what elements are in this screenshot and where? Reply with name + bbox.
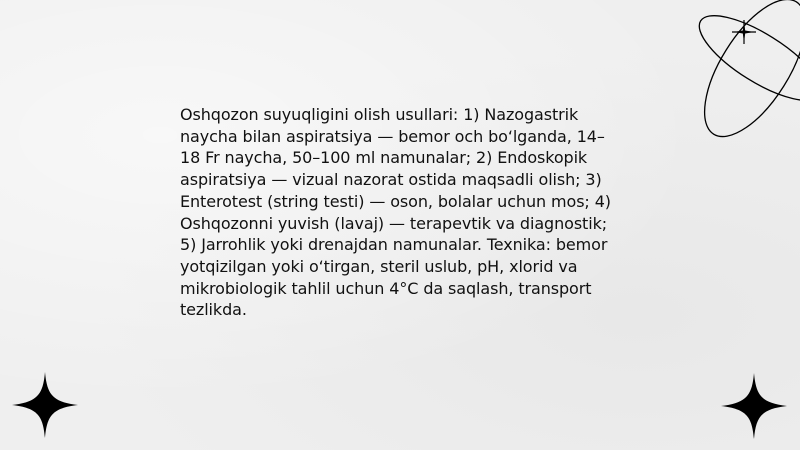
orbit-sparkle-ornament-icon bbox=[660, 0, 800, 150]
slide-body-text: Oshqozon suyuqligini olish usullari: 1) Nazogastrik naycha bilan aspiratsiya — bemor och bo‘lganda, 14–18 Fr naycha, 50–100 ml namunalar; 2) Endoskopik aspiratsiya — vizual nazorat ostida maqsadli olish; 3) Enterotest (string testi) — oson, bolalar uchun mos; 4) Oshqozonni yuvish (lavaj) — terapevtik va diagnostik; 5) Jarrohlik yoki drenajdan namunalar. Texnika: bemor yotqizilgan yoki o‘tirgan, steril uslub, pH, xlorid va mikrobiologik tahlil uchun 4°C da saqlash, transport tezlikda. bbox=[180, 105, 611, 320]
four-point-star-icon bbox=[721, 373, 787, 439]
four-point-star-icon bbox=[12, 372, 78, 438]
